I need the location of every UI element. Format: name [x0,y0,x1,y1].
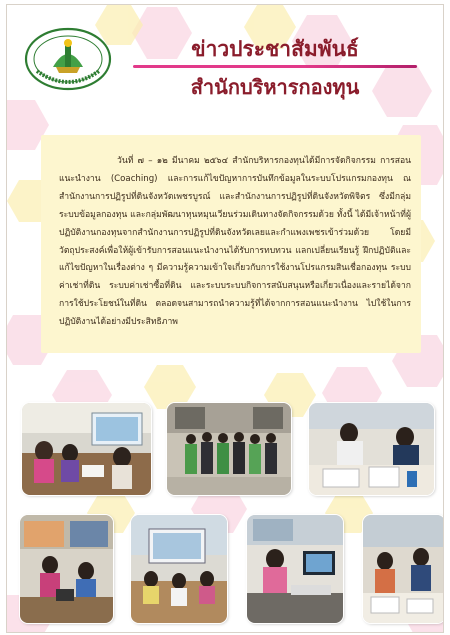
newsletter-header [125,35,425,102]
photo-office-shelves [20,515,113,623]
photo-training-room [131,515,227,623]
photo-group [167,403,291,495]
title-underline [133,65,417,68]
article-body: วันที่ ๗ – ๑๒ มีนาคม ๒๕๖๔ สำนักบริหารกองทุนได้มีการจัดกิจกรรม การสอนแนะนำงาน (Coaching) และการแก้ไขปัญหาการบันทึกข้อมูลในระบบโปรแกรมกองทุน ณ สำนักงานการปฏิรูปที่ดินจังหวัดเพชรบูรณ์ และสำนักงานการปฏิรูปที่ดินจังหวัดพิจิตร ซึ่งมีกลุ่มระบบข้อมูลกองทุน และกลุ่มพัฒนาทุนหมุนเวียนร่วมเดินทางจัดกิจกรรมด้วย ทั้งนี้ ได้มีเจ้าหน้าที่ผู้ปฏิบัติงานกองทุนจากสำนักงานการปฏิรูปที่ดินจังหวัดเลยและกำแพงเพชรเข้าร่วมด้วย โดยมีวัตถุประสงค์เพื่อให้ผู้เข้ารับการสอนแนะนำงานได้รับการทบทวน แลกเปลี่ยนเรียนรู้ ฝึกปฏิบัติและแก้ไขปัญหาในเรื่องต่าง ๆ มีความรู้ความเข้าใจเกี่ยวกับการใช้งานโปรแกรมสินเชื่อกองทุน ระบบค่าเช่าที่ดิน ระบบค่าเช่าซื้อที่ดิน และระบบระบบกิจการสนับสนุนหรือเกี่ยวเนื่องและรายได้จากการใช้ประโยชน์ในที่ดิน ตลอดจนสามารถนำความรู้ที่ได้จากการสอนแนะนำงาน ไปใช้ในการปฏิบัติงานได้อย่างมีประสิทธิภาพ [59,156,411,328]
photo-desk-work [309,403,434,495]
agency-seal-logo [23,27,113,91]
newsletter-page [6,4,444,633]
page-title: ข่าวประชาสัมพันธ์ [191,37,359,61]
page-subtitle: สำนักบริหารกองทุน [190,75,360,99]
photo-meeting-room [22,403,151,495]
photo-document-review [363,515,444,623]
photo-computer-work [247,515,343,623]
